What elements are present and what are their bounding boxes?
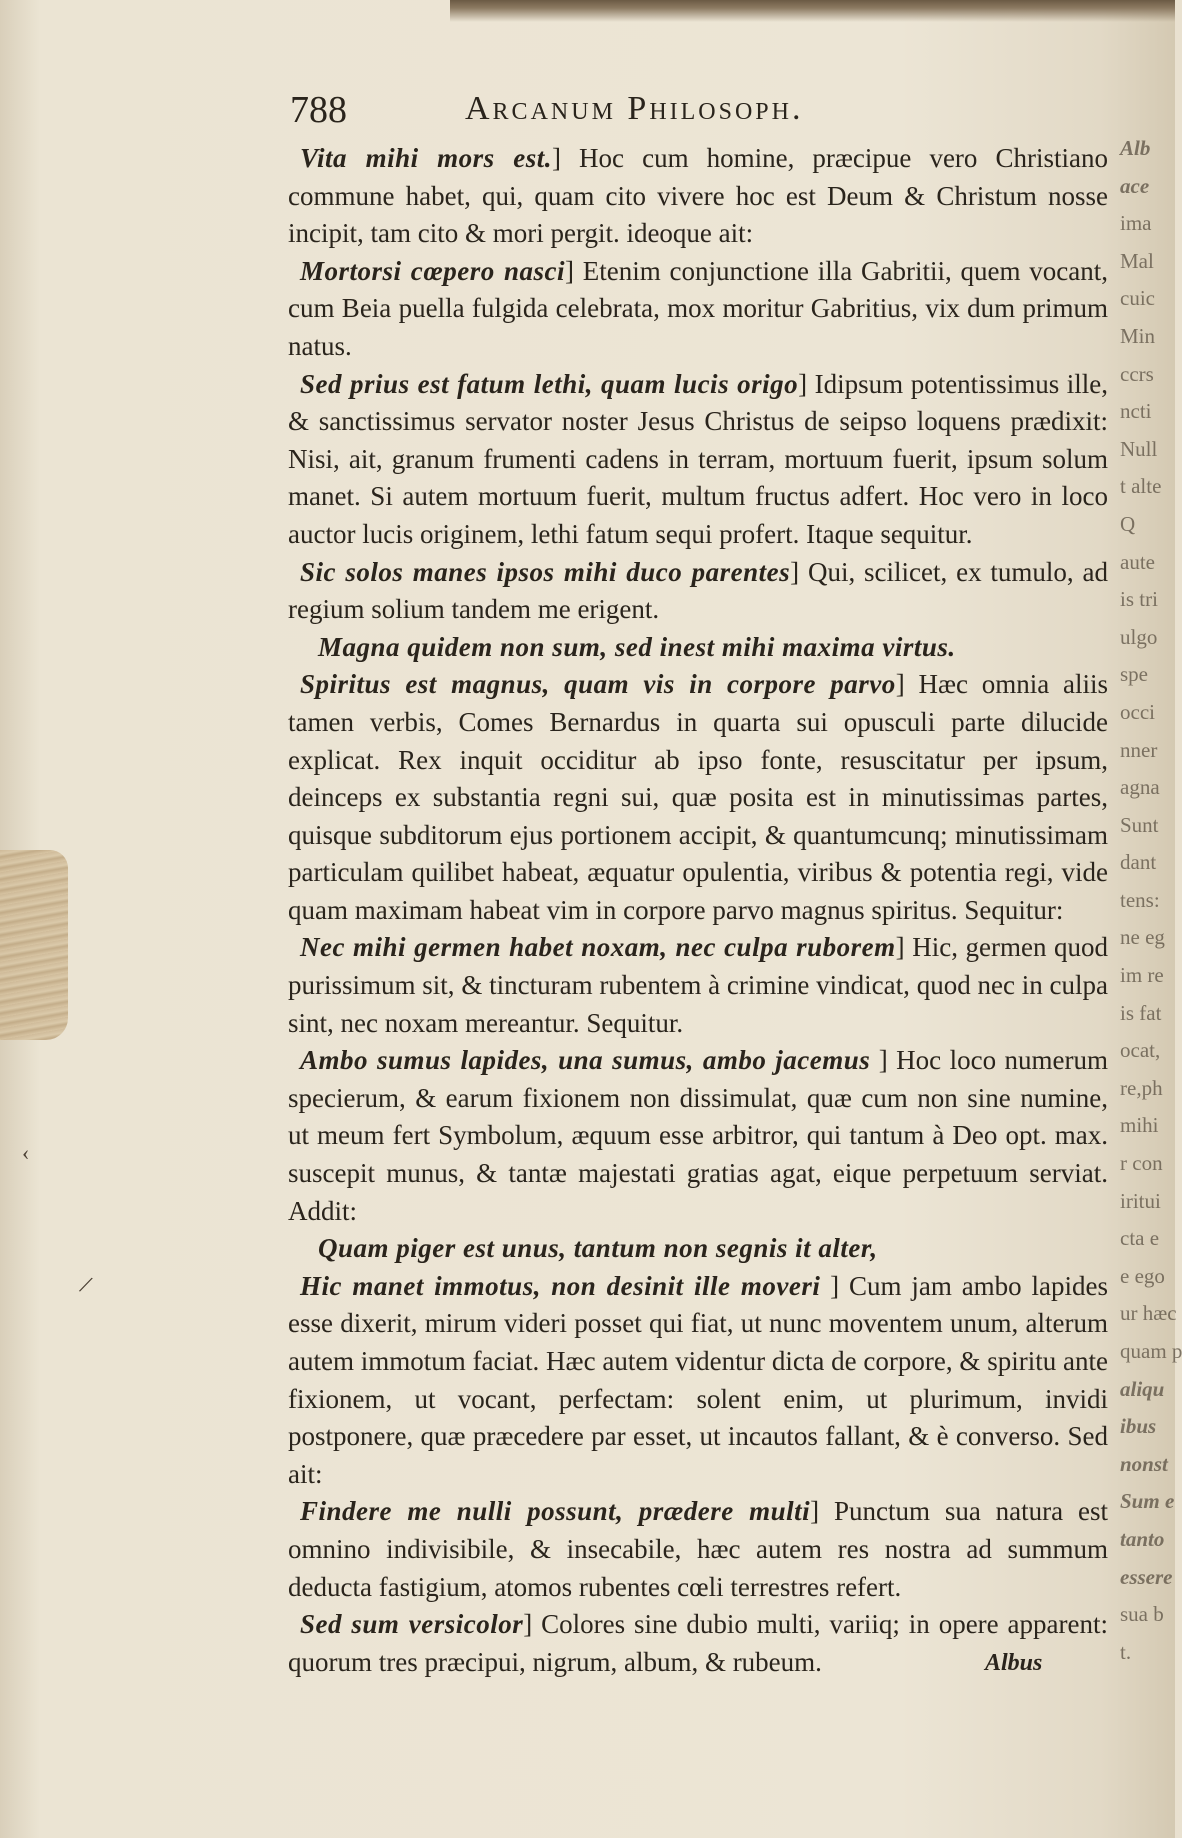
verse-quote: Sic solos manes ipsos mihi duco parentes <box>300 556 791 587</box>
facing-page-fragment: t alte <box>1120 474 1162 499</box>
facing-page-fragment: Q <box>1120 511 1136 536</box>
catchword: Albus <box>985 1650 1043 1676</box>
commentary-text: ] Hoc cum homine, præcipue vero Christiano commune habet, qui, quam cito vivere hoc est Deum & Christum nosse incipit, tam cito & mori pergit. ideoque ait: <box>288 143 1108 249</box>
facing-page-fragment: ibus <box>1120 1414 1157 1439</box>
commentary-text: ] Colores sine dubio multi, variiq; in opere apparent: quorum tres præcipui, nigrum, album, & rubeum. <box>288 1609 1108 1677</box>
facing-page-fragment: re,ph <box>1120 1075 1163 1100</box>
facing-page-fragment: cta e <box>1120 1226 1160 1251</box>
commentary-text: ] Punctum sua natura est omnino indivisibile, & insecabile, hæc autem res nostra ad summum deducta fastigium, atomos rubentes cœli terrestres refert. <box>288 1496 1108 1602</box>
facing-page-fragment: aliqu <box>1120 1376 1165 1401</box>
verse-quote: Hic manet immotus, non desinit ille moveri <box>300 1270 821 1301</box>
paragraph <box>288 929 1108 1042</box>
page-number: 788 <box>290 89 347 131</box>
binding-paper-scrap <box>0 850 68 1040</box>
facing-page-fragment: ulgo <box>1120 624 1158 649</box>
commentary-text: ] Etenim conjunctione illa Gabritii, quem vocant, cum Beia puella fulgida celebrata, mox moritur Gabritius, vix dum primum natus. <box>288 255 1108 361</box>
facing-page-fragment: ace <box>1120 173 1150 198</box>
facing-page-fragment: Sunt <box>1120 812 1159 837</box>
main-text-block <box>288 140 1108 1681</box>
running-head: Arcanum Philosoph. <box>465 90 804 127</box>
verse-quote: Magna quidem non sum, sed inest mihi maxima virtus. <box>318 631 956 662</box>
paragraph <box>288 366 1108 554</box>
facing-page-fragment: Null <box>1120 436 1158 461</box>
facing-page-fragment: im re <box>1120 963 1164 988</box>
paragraph <box>288 1268 1108 1494</box>
facing-page-fragment: dant <box>1120 850 1157 875</box>
facing-page-fragment: nonst <box>1120 1451 1168 1476</box>
facing-page-fragment: aute <box>1120 549 1155 574</box>
verse-quote: Vita mihi mors est. <box>300 143 552 173</box>
facing-page-fragment: ima <box>1120 211 1152 236</box>
commentary-text: ] Cum jam ambo lapides esse dixerit, mirum videri posset qui fiat, ut nunc moventem unum, alterum autem immotum faciat. Hæc autem videntur dicta de corpore, & spiritu ante fixionem, ut vocant, perfectam: solent enim, ut plurimum, invidi postponere, quæ præcedere par esset, ut incautos fallant, & è converso. Sed ait: <box>288 1270 1109 1489</box>
facing-page-fragment: is tri <box>1120 587 1158 612</box>
facing-page-fragment: essere <box>1120 1564 1173 1589</box>
commentary-text: ] Qui, scilicet, ex tumulo, ad regium solium tandem me erigent. <box>288 556 1108 625</box>
paragraph <box>288 554 1108 629</box>
facing-page-fragment: Mal <box>1120 248 1154 273</box>
facing-page-fragment: e ego <box>1120 1263 1165 1288</box>
verse-quote: Quam piger est unus, tantum non segnis it alter, <box>318 1233 878 1264</box>
facing-page-fragment: r con <box>1120 1151 1163 1176</box>
facing-page-fragment: ocat, <box>1120 1038 1161 1063</box>
facing-page-fragment: cuic <box>1120 286 1155 311</box>
paragraph <box>288 1230 1108 1268</box>
facing-page-fragment: ncti <box>1120 399 1152 424</box>
paragraph <box>288 629 1108 667</box>
paragraph <box>288 1493 1108 1606</box>
facing-page-fragment: ccrs <box>1120 361 1154 386</box>
page-header <box>290 88 990 136</box>
facing-page-bleed <box>1120 130 1182 1664</box>
facing-page-fragment: mihi <box>1120 1113 1159 1138</box>
facing-page-fragment: agna <box>1120 775 1160 800</box>
verse-quote: Findere me nulli possunt, prædere multi <box>300 1496 811 1527</box>
facing-page-fragment: is fat <box>1120 1000 1162 1025</box>
margin-mark: ‹ <box>22 1140 30 1165</box>
paragraph <box>288 253 1108 366</box>
facing-page-fragment: Sum e <box>1120 1489 1175 1514</box>
verse-quote: Sed sum versicolor <box>300 1609 524 1640</box>
commentary-text: ] Hoc loco numerum specierum, & earum fixionem non dissimulat, quæ cum non sine numine, ut meum fert Symbolum, æquum esse arbitror, qui tantum à Deo opt. max. suscepit munus, & tantæ majestati gratias agat, eique perpetuum serviat. Addit: <box>288 1045 1109 1226</box>
facing-page-fragment: tanto <box>1120 1526 1165 1551</box>
facing-page-fragment: Alb <box>1120 136 1151 160</box>
verse-quote: Ambo sumus lapides, una sumus, ambo jacemus <box>300 1045 871 1076</box>
page-top-edge <box>450 0 1175 22</box>
facing-page-fragment: ur hæc <box>1120 1301 1177 1326</box>
facing-page-fragment: sua b <box>1120 1602 1164 1627</box>
facing-page-fragment: ne eg <box>1120 925 1165 950</box>
verse-quote: Mortorsi cœpero nasci <box>300 255 566 286</box>
facing-page-fragment: nner <box>1120 737 1158 762</box>
verse-quote: Sed prius est fatum lethi, quam lucis origo <box>300 368 799 399</box>
facing-page-fragment: spe <box>1120 662 1148 687</box>
margin-mark: / <box>76 1269 96 1300</box>
commentary-text: ] Idipsum potentissimus ille, & sanctissimus servator noster Jesus Christus de seipso loquens prædixit: Nisi, ait, granum frumenti cadens in terram, mortuum fuerit, ipsum solum manet. Si autem mortuum fuerit, multum fructus adfert. Hoc vero in loco auctor lucis originem, lethi fatum sequi profert. Itaque sequitur. <box>288 368 1108 549</box>
verse-quote: Nec mihi germen habet noxam, nec culpa ruborem <box>300 932 896 963</box>
facing-page-fragment: occi <box>1120 699 1155 724</box>
facing-page-fragment: quam p <box>1120 1339 1182 1363</box>
commentary-text: ] Hic, germen quod purissimum sit, & tincturam rubentem à crimine vindicat, quod nec in culpa sint, nec noxam mereantur. Sequitur. <box>288 932 1109 1038</box>
facing-page-fragment: iritui <box>1120 1188 1161 1213</box>
paragraph <box>288 666 1108 929</box>
verse-quote: Spiritus est magnus, quam vis in corpore parvo <box>300 669 896 700</box>
paragraph <box>288 1042 1108 1230</box>
facing-page-fragment: t. <box>1120 1639 1132 1664</box>
facing-page-fragment: Min <box>1120 323 1156 348</box>
commentary-text: ] Hæc omnia aliis tamen verbis, Comes Bernardus in quarta sui opusculi parte dilucide explicat. Rex inquit occiditur ab ipso fonte, resuscitatur per ipsum, deinceps ex substantia regni sui, quæ posita est in minutissimas partes, quisque subditorum ejus portionem accipit, & quantumcunq; minutissimam particulam quilibet habeat, æquatur opulentia, viribus & potentia regi, vide quam maximam habeat vim in corpore parvo magnus spiritus. Sequitur: <box>288 669 1108 925</box>
facing-page-fragment: tens: <box>1120 887 1160 912</box>
paragraph <box>288 140 1108 253</box>
